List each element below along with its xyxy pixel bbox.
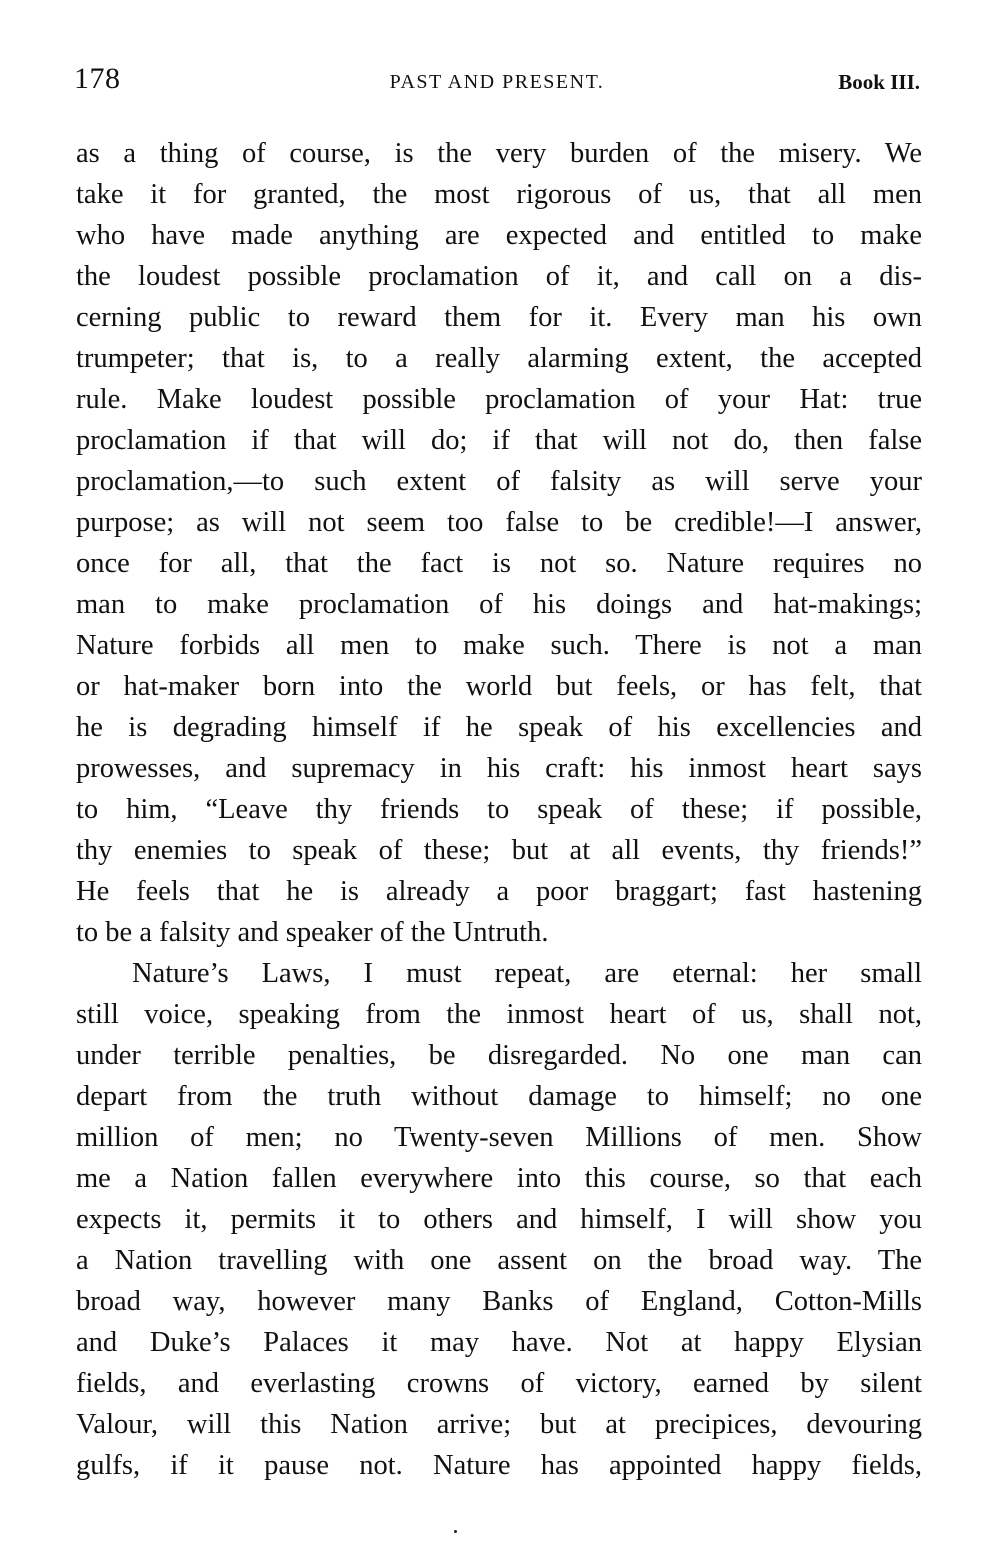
text-line: a Nation travelling with one assent on the broad way. The <box>76 1245 922 1276</box>
text-line: take it for granted, the most rigorous of us, that all men <box>76 179 922 210</box>
text-line: once for all, that the fact is not so. Nature requires no <box>76 548 922 579</box>
book-section-label: Book III. <box>838 70 920 94</box>
signature-dot <box>454 1530 457 1533</box>
running-head <box>74 62 920 102</box>
text-line: still voice, speaking from the inmost heart of us, shall not, <box>76 999 922 1030</box>
text-line: who have made anything are expected and entitled to make <box>76 220 922 251</box>
text-line: prowesses, and supremacy in his craft: his inmost heart says <box>76 753 922 784</box>
text-line: he is degrading himself if he speak of his excellencies and <box>76 712 922 743</box>
text-line: rule. Make loudest possible proclamation of your Hat: true <box>76 384 922 415</box>
text-line: broad way, however many Banks of England, Cotton-Mills <box>76 1286 922 1317</box>
text-line: purpose; as will not seem too false to be credible!—I answer, <box>76 507 922 538</box>
text-line: the loudest possible proclamation of it, and call on a dis- <box>76 261 922 292</box>
page-number: 178 <box>74 62 121 95</box>
text-line: to be a falsity and speaker of the Untruth. <box>76 917 549 948</box>
text-line: He feels that he is already a poor braggart; fast hastening <box>76 876 922 907</box>
text-line: cerning public to reward them for it. Every man his own <box>76 302 922 333</box>
text-line: thy enemies to speak of these; but at all events, thy friends!” <box>76 835 922 866</box>
text-line: under terrible penalties, be disregarded. No one man can <box>76 1040 922 1071</box>
text-line: me a Nation fallen everywhere into this course, so that each <box>76 1163 922 1194</box>
text-line: to him, “Leave thy friends to speak of these; if possible, <box>76 794 922 825</box>
text-line: Valour, will this Nation arrive; but at precipices, devouring <box>76 1409 922 1440</box>
text-line: gulfs, if it pause not. Nature has appointed happy fields, <box>76 1450 922 1481</box>
paragraph-2 <box>76 953 922 1486</box>
running-title: PAST AND PRESENT. <box>389 71 605 93</box>
text-line: proclamation,—to such extent of falsity as will serve your <box>76 466 922 497</box>
text-line: man to make proclamation of his doings and hat-makings; <box>76 589 922 620</box>
text-line: proclamation if that will do; if that will not do, then false <box>76 425 922 456</box>
text-line: trumpeter; that is, to a really alarming extent, the accepted <box>76 343 922 374</box>
text-line: fields, and everlasting crowns of victory, earned by silent <box>76 1368 922 1399</box>
text-line: or hat-maker born into the world but feels, or has felt, that <box>76 671 922 702</box>
paragraph-1 <box>76 133 922 953</box>
text-line: Nature’s Laws, I must repeat, are eternal: her small <box>132 958 922 989</box>
text-line: expects it, permits it to others and himself, I will show you <box>76 1204 922 1235</box>
text-line: depart from the truth without damage to himself; no one <box>76 1081 922 1112</box>
text-line: and Duke’s Palaces it may have. Not at happy Elysian <box>76 1327 922 1358</box>
text-line: Nature forbids all men to make such. There is not a man <box>76 630 922 661</box>
body-text <box>76 133 922 1486</box>
text-line: as a thing of course, is the very burden of the misery. We <box>76 138 922 169</box>
text-line: million of men; no Twenty-seven Millions of men. Show <box>76 1122 922 1153</box>
